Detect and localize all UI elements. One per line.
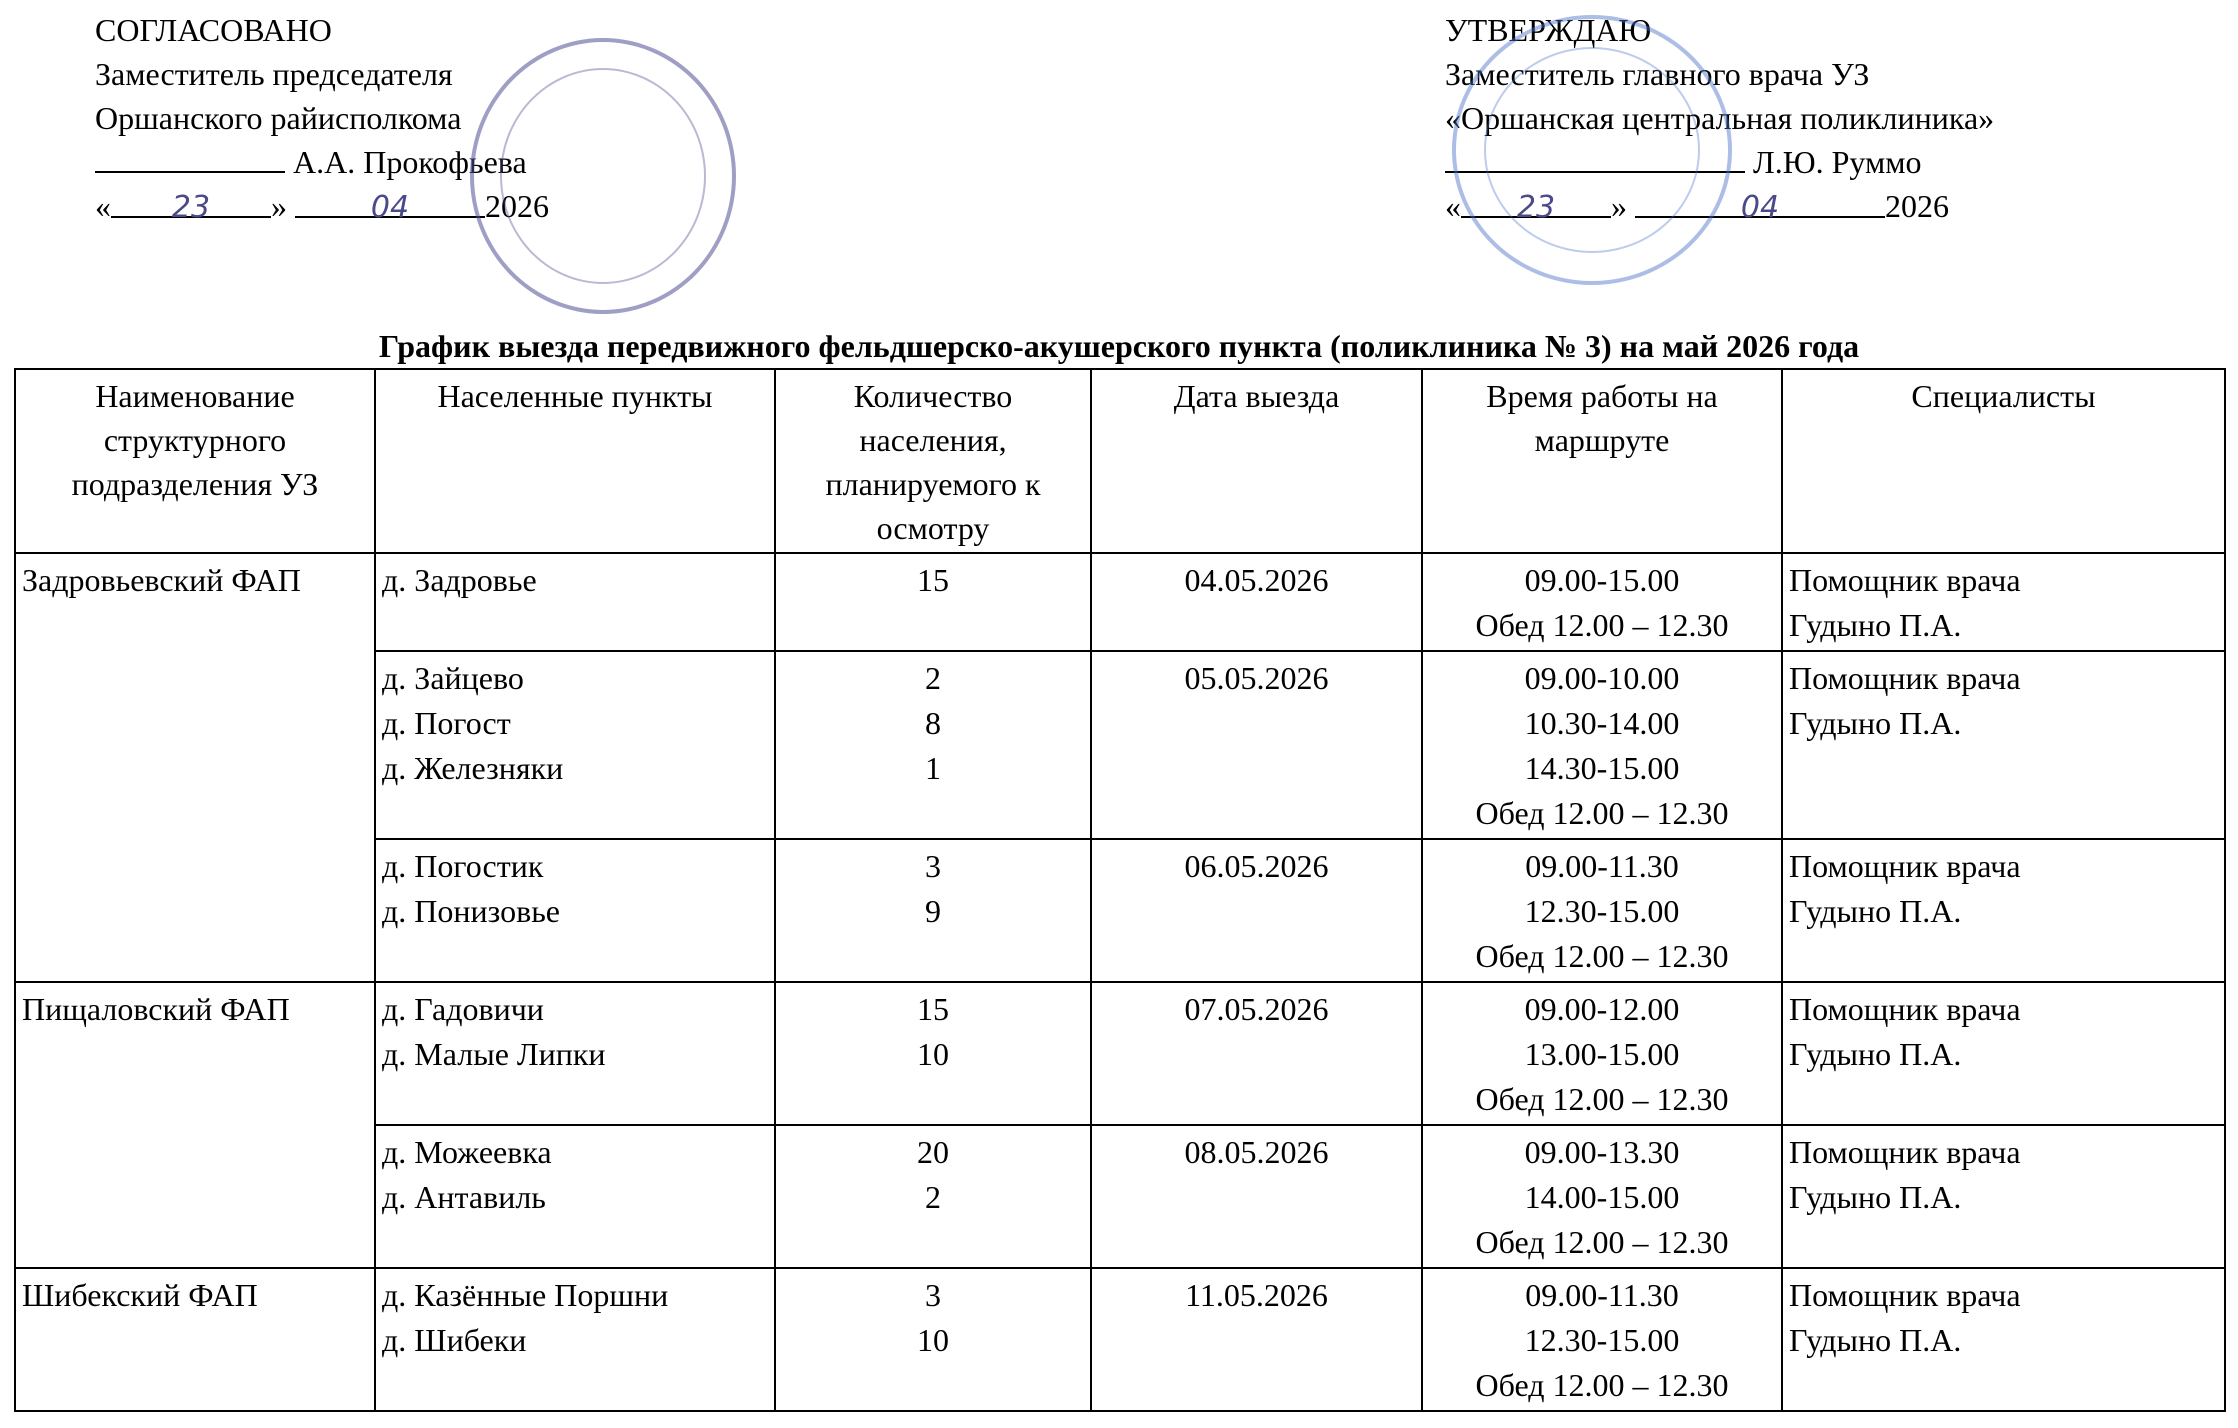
approval-heading: УТВЕРЖДАЮ [1445,12,1652,48]
specialist-name: Гудыно П.А. [1789,893,1962,929]
population-count: 3 [925,1277,941,1313]
count-cell [775,1268,1091,1411]
header-places [375,369,775,553]
place-name: д. Погост [382,705,511,741]
place-name: д. Понизовье [382,893,560,929]
population-count: 2 [925,1179,941,1215]
specialist-role: Помощник врача [1789,1134,2021,1170]
count-cell [775,651,1091,839]
visit-date: 06.05.2026 [1184,848,1329,884]
date-cell [1091,553,1422,651]
unit-cell [15,553,375,982]
unit-cell [15,982,375,1268]
places-cell [375,1268,775,1411]
specialist-role: Помощник врача [1789,1277,2021,1313]
specialist-role: Помощник врача [1789,562,2021,598]
work-time: 14.00-15.00 [1524,1179,1680,1215]
approval-position-line: Заместитель главного врача УЗ [1445,56,1870,92]
count-cell [775,1125,1091,1268]
time-cell [1422,553,1782,651]
population-count: 15 [917,562,949,598]
specialists-cell [1782,982,2225,1125]
date-cell [1091,651,1422,839]
header-text: Время работы на [1486,378,1718,414]
quote-open: « [95,188,111,224]
header-text: маршруте [1534,422,1670,458]
work-time: 09.00-10.00 [1524,660,1680,696]
specialist-name: Гудыно П.А. [1789,705,1962,741]
place-name: д. Задровье [382,562,537,598]
header-text: населения, [859,422,1007,458]
place-name: д. Зайцево [382,660,524,696]
date-cell [1091,1125,1422,1268]
specialist-name: Гудыно П.А. [1789,1036,1962,1072]
work-time: 10.30-14.00 [1524,705,1680,741]
visit-date: 05.05.2026 [1184,660,1329,696]
approver-name: Л.Ю. Руммо [1753,144,1922,180]
approval-day: 23 [1461,186,1611,218]
work-time: Обед 12.00 – 12.30 [1475,1224,1729,1260]
specialists-cell [1782,1268,2225,1411]
header-text: структурного [103,422,287,458]
population-count: 2 [925,660,941,696]
place-name: д. Можеевка [382,1134,552,1170]
approval-position-line: «Оршанская центральная поликлиника» [1445,100,1995,136]
population-count: 10 [917,1036,949,1072]
table-row [15,982,2225,1125]
specialists-cell [1782,1125,2225,1268]
approval-day: 23 [111,186,271,218]
header-date [1091,369,1422,553]
visit-date: 08.05.2026 [1184,1134,1329,1170]
work-time: 09.00-15.00 [1524,562,1680,598]
schedule-table [14,368,2226,1412]
work-time: 09.00-11.30 [1525,1277,1679,1313]
table-row [15,1268,2225,1411]
time-cell [1422,1125,1782,1268]
places-cell [375,553,775,651]
approval-month: 04 [1635,186,1885,218]
table-row [15,553,2225,651]
specialists-cell [1782,553,2225,651]
document-title: График выезда передвижного фельдшерско-акушерского пункта (поликлиника № 3) на май 2026 года [378,328,1860,364]
population-count: 3 [925,848,941,884]
count-cell [775,839,1091,982]
table-header-row [15,369,2225,553]
population-count: 10 [917,1322,949,1358]
count-cell [775,553,1091,651]
places-cell [375,982,775,1125]
header-text: Наименование [95,378,295,414]
unit-name: Задровьевский ФАП [22,562,301,598]
work-time: Обед 12.00 – 12.30 [1475,795,1729,831]
places-cell [375,1125,775,1268]
work-time: 09.00-13.30 [1524,1134,1680,1170]
place-name: д. Погостик [382,848,544,884]
specialist-role: Помощник врача [1789,660,2021,696]
header-unit [15,369,375,553]
work-time: Обед 12.00 – 12.30 [1475,1367,1729,1403]
header-text: подразделения УЗ [71,466,319,502]
official-stamp-left [470,38,736,314]
time-cell [1422,651,1782,839]
place-name: д. Малые Липки [382,1036,606,1072]
quote-close: » [271,188,287,224]
specialist-name: Гудыно П.А. [1789,607,1962,643]
unit-cell [15,1268,375,1411]
work-time: Обед 12.00 – 12.30 [1475,938,1729,974]
work-time: 14.30-15.00 [1524,750,1680,786]
date-cell [1091,982,1422,1125]
approval-year: 2026 [485,188,549,224]
approval-position-line: Заместитель председателя [95,56,453,92]
visit-date: 07.05.2026 [1184,991,1329,1027]
work-time: Обед 12.00 – 12.30 [1475,607,1729,643]
date-cell [1091,839,1422,982]
work-time: Обед 12.00 – 12.30 [1475,1081,1729,1117]
place-name: д. Казённые Поршни [382,1277,669,1313]
header-text: Населенные пункты [437,378,713,414]
specialist-name: Гудыно П.А. [1789,1179,1962,1215]
header-specialists [1782,369,2225,553]
time-cell [1422,839,1782,982]
approver-name: А.А. Прокофьева [293,144,527,180]
unit-name: Шибекский ФАП [22,1277,258,1313]
date-cell [1091,1268,1422,1411]
approval-month: 04 [295,186,485,218]
header-text: Специалисты [1911,378,2096,414]
work-time: 12.30-15.00 [1524,893,1680,929]
time-cell [1422,1268,1782,1411]
population-count: 8 [925,705,941,741]
specialist-name: Гудыно П.А. [1789,1322,1962,1358]
approval-heading: СОГЛАСОВАНО [95,12,332,48]
visit-date: 04.05.2026 [1184,562,1329,598]
population-count: 9 [925,893,941,929]
specialist-role: Помощник врача [1789,991,2021,1027]
specialists-cell [1782,839,2225,982]
header-text: планируемого [825,466,1017,502]
places-cell [375,839,775,982]
official-stamp-right [1452,15,1732,285]
place-name: д. Антавиль [382,1179,546,1215]
approval-year: 2026 [1885,188,1949,224]
quote-open: « [1445,188,1461,224]
approval-position-line: Оршанского райисполкома [95,100,462,136]
header-text: Количество [853,378,1013,414]
work-time: 12.30-15.00 [1524,1322,1680,1358]
header-time [1422,369,1782,553]
specialists-cell [1782,651,2225,839]
population-count: 15 [917,991,949,1027]
work-time: 09.00-11.30 [1525,848,1679,884]
work-time: 13.00-15.00 [1524,1036,1680,1072]
visit-date: 11.05.2026 [1185,1277,1328,1313]
time-cell [1422,982,1782,1125]
count-cell [775,982,1091,1125]
header-text: к осмотру [876,466,1041,546]
header-count [775,369,1091,553]
population-count: 20 [917,1134,949,1170]
quote-close: » [1611,188,1627,224]
population-count: 1 [925,750,941,786]
places-cell [375,651,775,839]
work-time: 09.00-12.00 [1524,991,1680,1027]
place-name: д. Железняки [382,750,564,786]
unit-name: Пищаловский ФАП [22,991,290,1027]
header-text: Дата выезда [1173,378,1340,414]
place-name: д. Шибеки [382,1322,527,1358]
signature-blank [95,141,285,173]
specialist-role: Помощник врача [1789,848,2021,884]
place-name: д. Гадовичи [382,991,544,1027]
